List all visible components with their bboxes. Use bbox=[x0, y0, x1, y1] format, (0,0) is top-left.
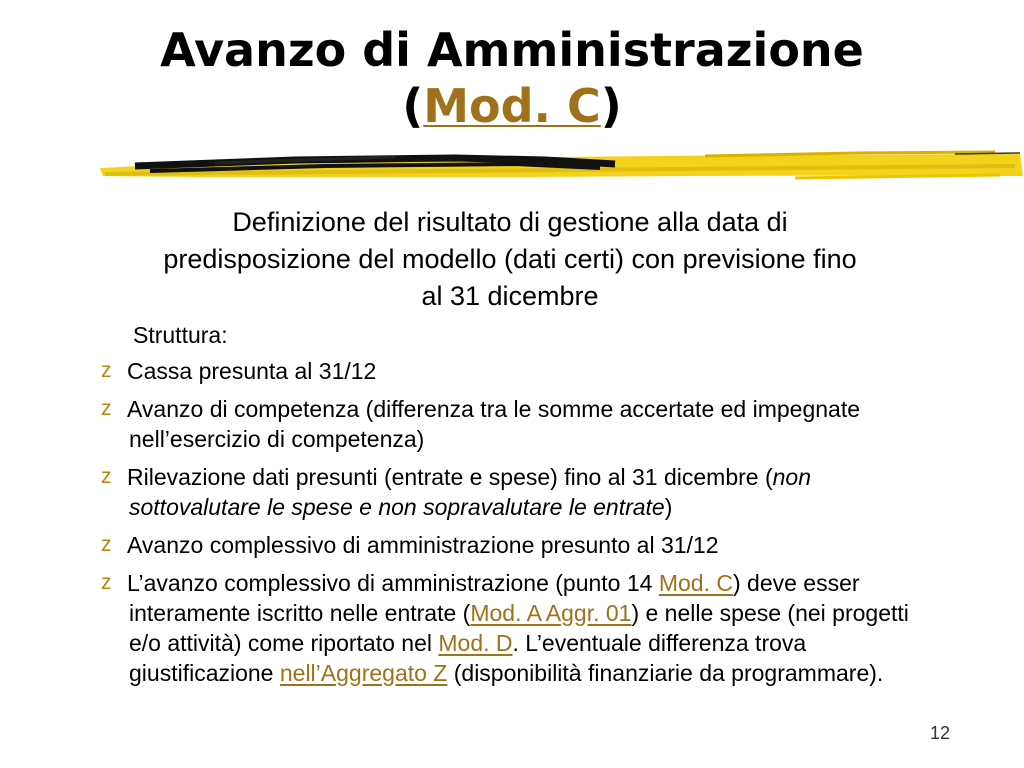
title-paren-open: ( bbox=[402, 79, 424, 133]
bullet-text: Rilevazione dati presunti (entrate e spese) fino al 31 dicembre ( bbox=[127, 464, 773, 490]
page-number: 12 bbox=[930, 723, 951, 743]
list-item bbox=[103, 462, 918, 522]
mod-d-link[interactable]: Mod. D bbox=[438, 630, 513, 656]
bullet-z-icon: z bbox=[101, 533, 112, 556]
bullet-text: Cassa presunta al 31/12 bbox=[127, 358, 377, 384]
bullet-italic-note: non sottovalutare le spese e non sopravalutare le entrate bbox=[129, 464, 811, 520]
bullet-z-icon: z bbox=[101, 397, 112, 420]
bullet-z-icon: z bbox=[101, 571, 112, 594]
bullet-z-icon: z bbox=[101, 359, 112, 382]
mod-c-link[interactable]: Mod. C bbox=[658, 570, 733, 596]
title-line-1: Avanzo di Amministrazione bbox=[160, 23, 864, 77]
bullet-text: (disponibilità finanziarie da programmare). bbox=[447, 660, 884, 686]
bullet-text: L’avanzo complessivo di amministrazione (punto 14 bbox=[127, 570, 659, 596]
bullet-list bbox=[103, 356, 918, 696]
intro-definition: Definizione del risultato di gestione alla data di predisposizione del modello (dati certi) con previsione fino al 31 dicembre bbox=[163, 207, 857, 311]
list-item bbox=[103, 356, 918, 386]
list-item bbox=[103, 394, 918, 454]
title-line-2 bbox=[0, 78, 1024, 134]
title-paren-close: ) bbox=[600, 79, 622, 133]
list-item bbox=[103, 568, 918, 688]
bullet-text: . L’eventuale differenza trova giustificazione bbox=[129, 630, 807, 686]
bullet-text: ) e nelle spese (nei progetti e/o attività) come riportato nel bbox=[129, 600, 909, 656]
bullet-text: Avanzo complessivo di amministrazione presunto al 31/12 bbox=[127, 532, 719, 558]
slide-title bbox=[0, 22, 1024, 134]
bullet-text-end: ) bbox=[664, 494, 673, 520]
mod-a-aggr-01-link[interactable]: Mod. A Aggr. 01 bbox=[470, 600, 632, 626]
aggregato-z-link[interactable]: nell’Aggregato Z bbox=[279, 660, 448, 686]
brush-stroke-divider bbox=[95, 146, 1024, 186]
title-mod-c-link[interactable]: Mod. C bbox=[423, 79, 601, 133]
bullet-z-icon: z bbox=[101, 465, 112, 488]
structure-label: Struttura: bbox=[133, 322, 228, 348]
list-item bbox=[103, 530, 918, 560]
bullet-text: Avanzo di competenza (differenza tra le somme accertate ed impegnate nell’esercizio di competenza) bbox=[127, 396, 861, 452]
bullet-text: ) deve esser interamente iscritto nelle entrate ( bbox=[129, 570, 860, 626]
